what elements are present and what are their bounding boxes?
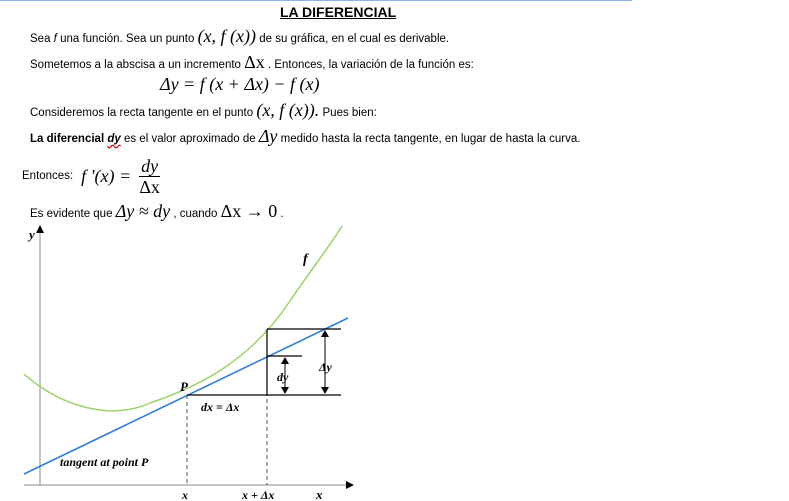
tangent-label: tangent at point P — [60, 455, 149, 469]
p4-c: medido hasta la recta tangente, en lugar de hasta la curva. — [280, 133, 581, 145]
Dy-label: Δy — [319, 360, 332, 374]
Dy-arrowhead-bottom — [321, 387, 329, 394]
p6-a: Es evidente que — [30, 208, 113, 220]
paragraph-4 — [30, 126, 580, 147]
top-border — [0, 0, 632, 1]
paragraph-5 — [22, 156, 160, 196]
dx-label: dx = Δx — [201, 400, 240, 414]
tick-x: x — [182, 488, 188, 501]
point-label: P — [180, 379, 188, 394]
dy-arrowhead-bottom — [281, 387, 289, 394]
paragraph-2 — [30, 52, 474, 73]
y-axis-label: y — [29, 227, 35, 242]
p1-c: de su gráfica, en el cual es derivable. — [259, 33, 450, 45]
p1-a: Sea — [30, 33, 51, 45]
p5-lhs: f '(x) = — [81, 165, 132, 186]
p4-dy: dy — [107, 133, 121, 145]
p1-b: una función. Sea un punto — [60, 33, 195, 45]
curve-label: f — [303, 252, 308, 267]
p2-b: . Entonces, la variación de la función es: — [267, 59, 474, 71]
p6-approx: Δy ≈ dy — [115, 201, 171, 221]
p1-f: f — [53, 33, 57, 45]
p1-point: (x, f (x)) — [197, 26, 257, 46]
p2-dx: Δx — [244, 52, 265, 72]
equation-variation: Δy = f (x + Δx) − f (x) — [160, 74, 320, 94]
p6-lim: Δx → 0 — [220, 201, 278, 221]
p4-a: La diferencial — [30, 133, 105, 145]
differential-graph — [0, 221, 360, 501]
dy-arrowhead-top — [281, 357, 289, 364]
p3-a: Consideremos la recta tangente en el punto — [30, 107, 254, 119]
p4-Dy: Δy — [258, 126, 278, 146]
fraction-numerator: dy — [141, 155, 159, 176]
p2-a: Sometemos a la abscisa a un incremento — [30, 59, 241, 71]
paragraph-6 — [30, 201, 284, 222]
p4-b: es el valor aproximado de — [123, 133, 256, 145]
derivative-fraction — [139, 156, 160, 197]
p6-b: , cuando — [173, 208, 218, 220]
p3-point: (x, f (x)). — [256, 100, 320, 120]
p5-label: Entonces: — [22, 170, 74, 182]
fraction-denominator: Δx — [139, 176, 160, 197]
page-title: LA DIFERENCIAL — [280, 4, 397, 20]
p6-c: . — [280, 208, 284, 220]
tick-x-dx: x + Δx — [242, 488, 275, 501]
p3-b: Pues bien: — [322, 107, 377, 119]
paragraph-3 — [30, 100, 377, 121]
x-axis-label: x — [316, 487, 323, 501]
dy-label: dy — [277, 370, 289, 384]
tangent-line — [24, 318, 348, 474]
paragraph-1 — [30, 26, 449, 47]
